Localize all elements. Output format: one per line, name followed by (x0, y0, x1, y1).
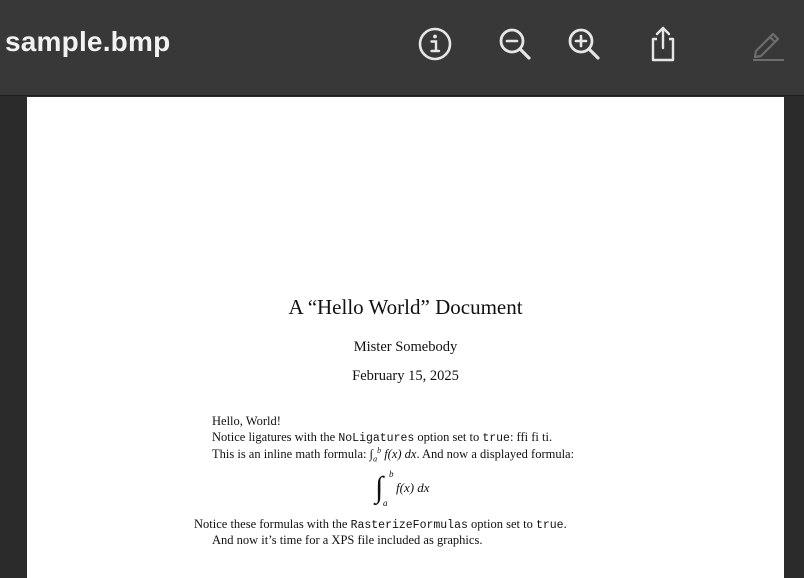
zoom-out-button[interactable] (493, 22, 537, 66)
display-integrand: f(x) dx (396, 480, 430, 495)
ligature-text-mid: option set to (414, 430, 483, 444)
share-button[interactable] (641, 22, 685, 66)
zoom-in-button[interactable] (562, 22, 606, 66)
inline-lim-a: a (373, 454, 378, 464)
window-title: sample.bmp (5, 26, 171, 57)
code-true: true (482, 432, 510, 445)
body-line-2 (212, 430, 552, 445)
info-button[interactable] (413, 22, 457, 66)
rasterize-text-post: . (563, 517, 567, 531)
code-rasterizeformulas: RasterizeFormulas (350, 519, 468, 532)
body-line-1 (212, 414, 281, 429)
ligature-text-pre: Notice ligatures with the (212, 430, 339, 444)
rasterize-text-pre: Notice these formulas with the (194, 517, 351, 531)
xps-text: And now it’s time for a XPS file included as graphics. (212, 533, 483, 547)
zoom-out-icon (496, 25, 534, 63)
inline-lim-b: b (377, 446, 382, 455)
code-true-2: true (535, 519, 564, 532)
display-lim-a: a (383, 498, 388, 508)
document-author: Mister Somebody (353, 339, 458, 355)
document-title: A “Hello World” Document (288, 295, 523, 319)
inline-math-text-post: . And now a displayed formula: (416, 447, 575, 462)
inline-integral: $\int_a^b$ (369, 446, 382, 464)
rasterize-text-mid: option set to (467, 517, 536, 531)
display-lim-b: b (389, 469, 394, 479)
share-icon (644, 25, 682, 63)
pencil-icon (748, 25, 786, 63)
body-line-5 (212, 533, 482, 548)
integral-sign: ∫ (375, 471, 384, 504)
ligature-text-post: : ffi fi ti. (509, 430, 553, 444)
body-line-4 (194, 517, 567, 532)
body-line-3 (212, 446, 574, 464)
toolbar (0, 0, 804, 96)
document-page (27, 97, 784, 578)
code-noligatures: NoLigatures (338, 432, 415, 445)
info-icon (416, 25, 454, 63)
zoom-in-icon (565, 25, 603, 63)
document-date: February 15, 2025 (352, 368, 459, 384)
inline-math-text-pre: This is an inline math formula: (212, 447, 370, 462)
hello-text: Hello, World! (212, 414, 281, 428)
markup-button[interactable] (745, 22, 789, 66)
inline-math: f(x) dx (384, 447, 417, 462)
